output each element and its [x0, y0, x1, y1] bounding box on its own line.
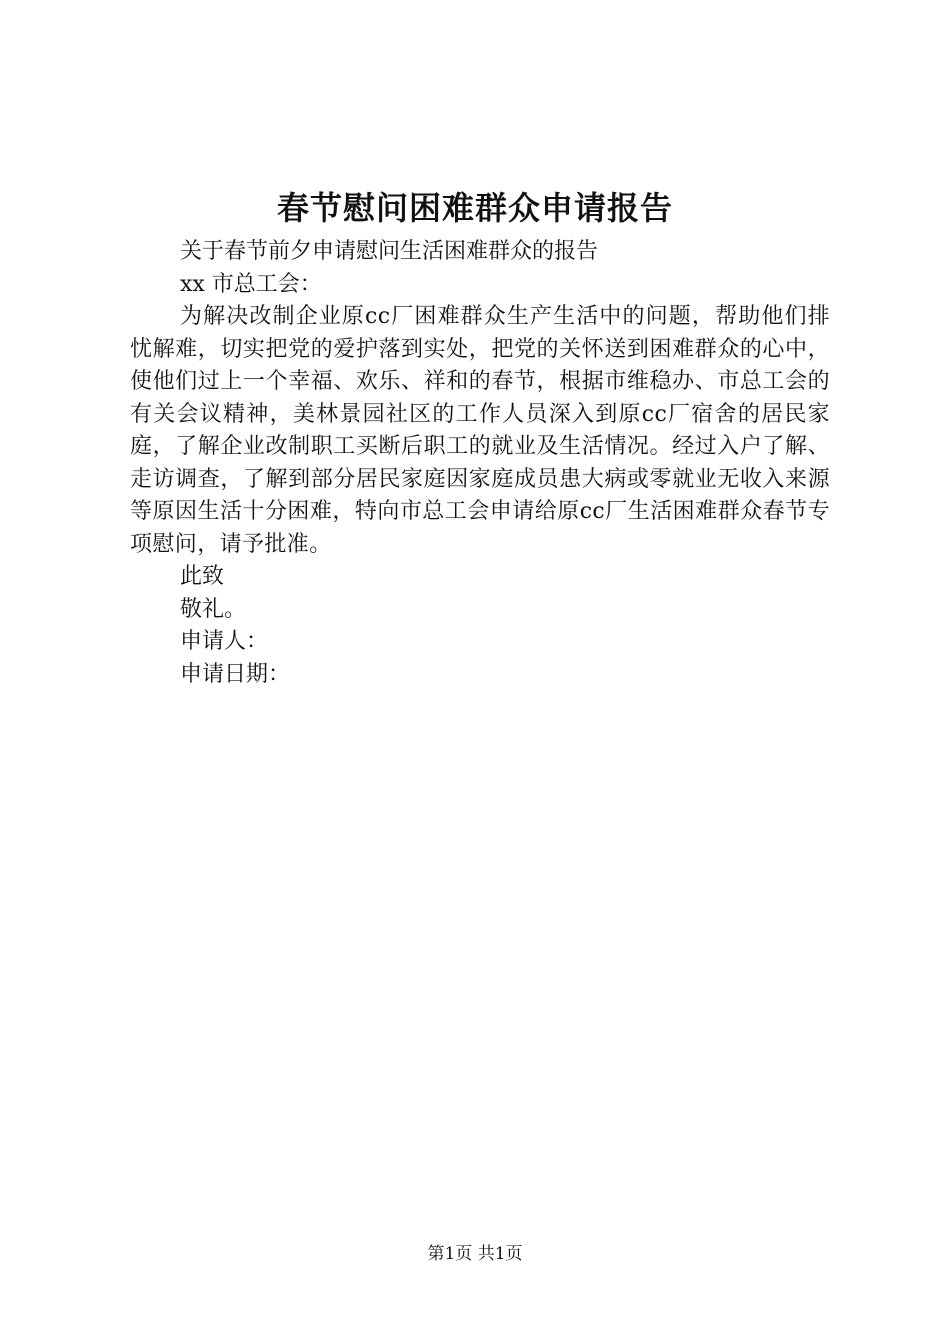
closing-line-1: 此致 [180, 564, 225, 589]
page-footer: 第1页 共1页 [427, 1244, 523, 1264]
closing-line-2: 敬礼。 [180, 596, 247, 622]
document-title: 春节慰问困难群众申请报告 [276, 189, 673, 227]
addressee: xx 市总工会： [180, 271, 322, 297]
applicant-label: 申请人： [180, 629, 269, 654]
date-label: 申请日期： [180, 661, 291, 687]
report-subtitle: 关于春节前夕申请慰问生活困难群众的报告 [180, 239, 599, 264]
body-paragraph: 为解决改制企业原cc厂困难群众生产生活中的问题，帮助他们排忧解难，切实把党的爱护落到实处，把党的关怀送到困难群众的心中，使他们过上一个幸福、欢乐、祥和的春节，根据市维稳办、市总工会的有关会议精神，美林景园社区的工作人员深入到原cc厂宿舍的居民家庭，了解企业改制职工买断后职工的就业及生活情况。经过入户了解、走访调查，了解到部分居民家庭因家庭成员患大病或零就业无收入来源等原因生活十分困难，特向市总工会申请给原cc厂生活困难群众春节专项慰问，请予批准。 [130, 304, 830, 557]
document-body [130, 236, 830, 691]
